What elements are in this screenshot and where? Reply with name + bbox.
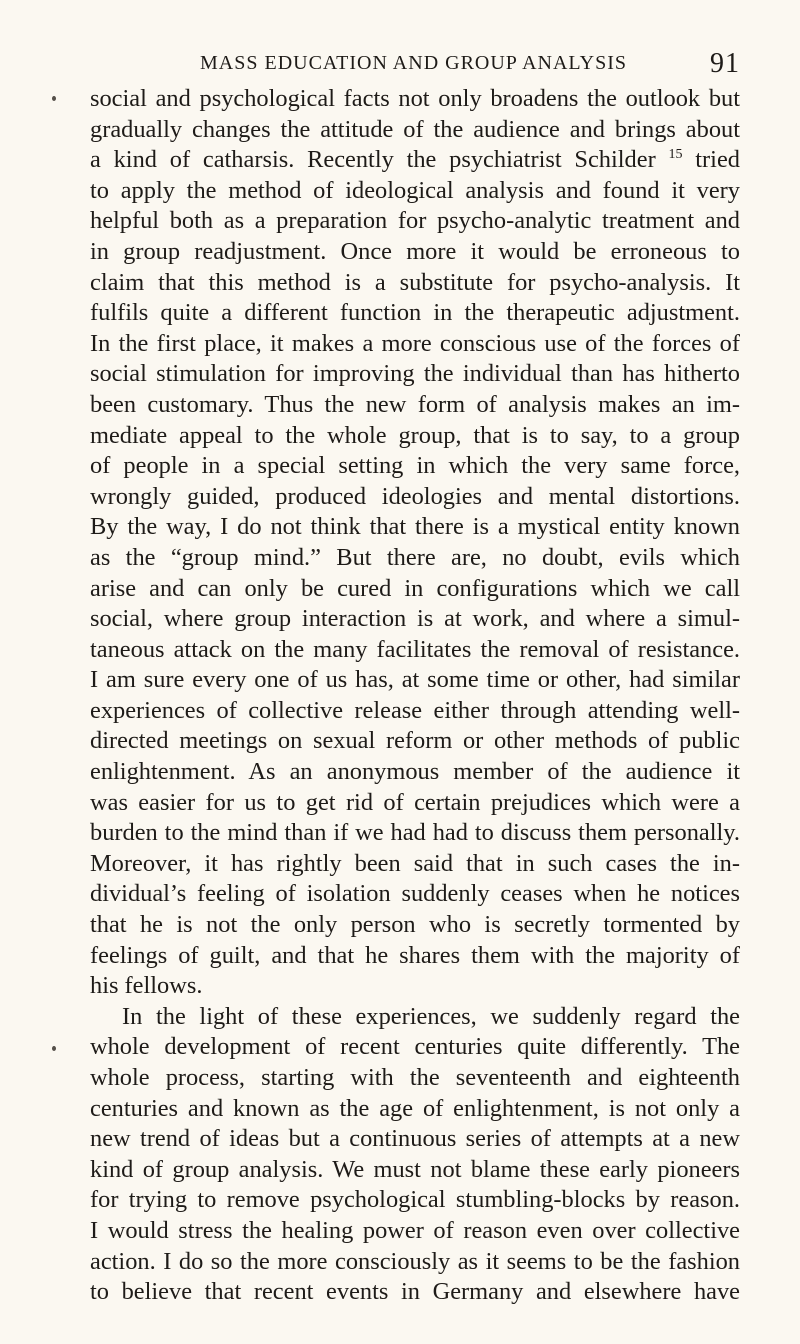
paragraph-start-line: In the light of these experiences, we suddenly regard the (122, 1002, 740, 1030)
text-line: whole development of recent centuries quite differently. The (90, 1033, 740, 1061)
running-title: MASS EDUCATION AND GROUP ANALYSIS (200, 52, 627, 74)
text-line: to believe that recent events in Germany and elsewhere have (90, 1278, 740, 1306)
running-head (90, 44, 740, 84)
text-line (90, 145, 740, 176)
text-line: claim that this method is a substitute for psycho-analysis. It (90, 268, 740, 296)
footnote-reference: 15 (668, 147, 683, 163)
text-line: In the first place, it makes a more conscious use of the forces of (90, 329, 740, 357)
text-line: that he is not the only person who is secretly tormented by (90, 911, 740, 939)
text-line: to apply the method of ideological analysis and found it very (90, 176, 740, 204)
margin-speck (52, 1046, 56, 1051)
text-line: taneous attack on the many facilitates the removal of resistance. (90, 635, 740, 663)
text-line: dividual’s feeling of isolation suddenly ceases when he notices (90, 880, 740, 908)
text-line: By the way, I do not think that there is a mystical entity known (90, 513, 740, 541)
text-line: I would stress the healing power of reason even over collective (90, 1216, 740, 1244)
text-line: social, where group interaction is at work, and where a simul- (90, 605, 740, 633)
body-text (90, 84, 740, 1308)
text-segment: tried (695, 146, 740, 174)
text-line: centuries and known as the age of enlightenment, is not only a (90, 1094, 740, 1122)
paragraph-end-line: his fellows. (90, 972, 203, 1000)
text-line: of people in a special setting in which the very same force, (90, 452, 740, 480)
text-line: wrongly guided, produced ideologies and mental distortions. (90, 482, 740, 510)
text-line: whole process, starting with the seventeenth and eighteenth (90, 1064, 740, 1091)
text-line: social stimulation for improving the individual than has hitherto (90, 360, 740, 388)
margin-speck (52, 96, 56, 101)
text-line: new trend of ideas but a continuous series of attempts at a new (90, 1125, 740, 1153)
text-line: experiences of collective release either through attending well- (90, 696, 740, 724)
text-line: burden to the mind than if we had had to discuss them personally. (90, 819, 740, 847)
text-line: kind of group analysis. We must not blame these early pioneers (90, 1155, 740, 1183)
text-line: Moreover, it has rightly been said that in such cases the in- (90, 849, 740, 877)
text-segment: a kind of catharsis. Recently the psychiatrist Schilder (90, 146, 656, 174)
text-line: enlightenment. As an anonymous member of the audience it (90, 758, 740, 786)
text-line: gradually changes the attitude of the audience and brings about (90, 115, 740, 143)
text-line: feelings of guilt, and that he shares them with the majority of (90, 941, 740, 969)
text-line: was easier for us to get rid of certain prejudices which were a (90, 788, 740, 816)
text-line: arise and can only be cured in configurations which we call (90, 574, 740, 602)
text-line: been customary. Thus the new form of analysis makes an im- (90, 390, 740, 418)
text-line: action. I do so the more consciously as it seems to be the fashion (90, 1247, 740, 1275)
text-line: in group readjustment. Once more it would be erroneous to (90, 237, 740, 265)
text-line: mediate appeal to the whole group, that is to say, to a group (90, 421, 740, 449)
text-line: helpful both as a preparation for psycho-analytic treatment and (90, 207, 740, 235)
page-number: 91 (710, 48, 740, 79)
text-line: social and psychological facts not only broadens the outlook but (90, 85, 740, 112)
text-line: for trying to remove psychological stumbling-blocks by reason. (90, 1186, 740, 1214)
text-line: directed meetings on sexual reform or other methods of public (90, 727, 740, 755)
text-line: as the “group mind.” But there are, no doubt, evils which (90, 543, 740, 571)
text-line: I am sure every one of us has, at some time or other, had similar (90, 666, 740, 694)
text-line: fulfils quite a different function in the therapeutic adjustment. (90, 299, 740, 327)
